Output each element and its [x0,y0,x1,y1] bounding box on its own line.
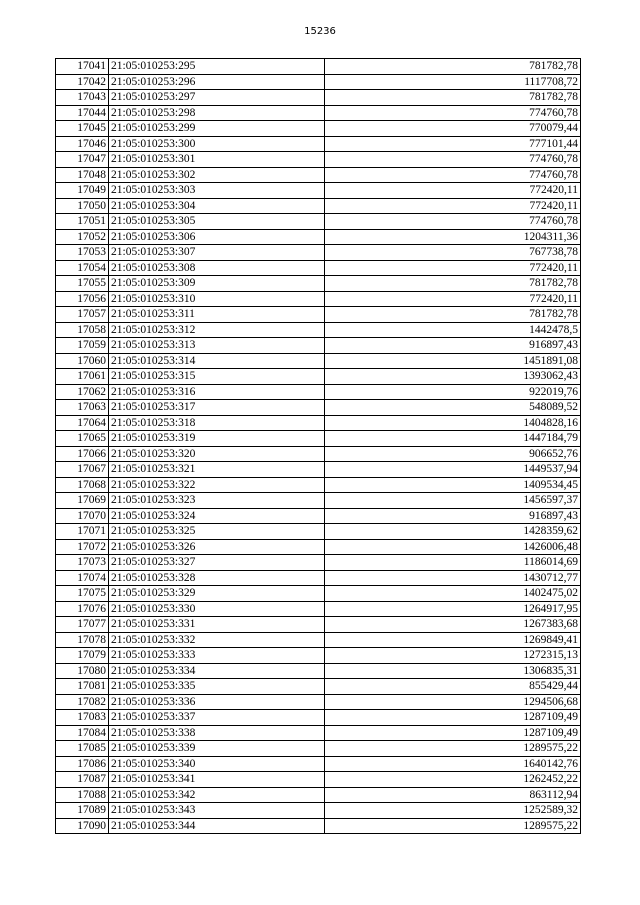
cadastral-value-cell: 1456597,37 [325,493,581,509]
table-row [56,369,581,385]
cadastral-value-cell: 1402475,02 [325,586,581,602]
cadastral-number-cell: 21:05:010253:316 [109,384,325,400]
row-number-cell: 17045 [56,121,109,137]
cadastral-number-cell: 21:05:010253:335 [109,679,325,695]
row-number-cell: 17042 [56,74,109,90]
table-row [56,245,581,261]
row-number-cell: 17046 [56,136,109,152]
cadastral-value-cell: 770079,44 [325,121,581,137]
table-row [56,787,581,803]
cadastral-number-cell: 21:05:010253:297 [109,90,325,106]
row-number-cell: 17082 [56,694,109,710]
row-number-cell: 17073 [56,555,109,571]
table-row [56,291,581,307]
cadastral-value-cell: 1287109,49 [325,710,581,726]
table-row [56,539,581,555]
cadastral-value-cell: 1264917,95 [325,601,581,617]
table-row [56,152,581,168]
cadastral-number-cell: 21:05:010253:320 [109,446,325,462]
cadastral-value-cell: 1289575,22 [325,818,581,834]
row-number-cell: 17066 [56,446,109,462]
table-row [56,570,581,586]
table-row [56,338,581,354]
table-row [56,446,581,462]
table-row [56,400,581,416]
table-row [56,136,581,152]
cadastral-value-cell: 774760,78 [325,214,581,230]
table-row [56,431,581,447]
cadastral-number-cell: 21:05:010253:327 [109,555,325,571]
row-number-cell: 17058 [56,322,109,338]
cadastral-value-cell: 781782,78 [325,90,581,106]
table-row [56,601,581,617]
cadastral-number-cell: 21:05:010253:299 [109,121,325,137]
cadastral-value-cell: 916897,43 [325,338,581,354]
cadastral-value-cell: 1272315,13 [325,648,581,664]
cadastral-value-cell: 1294506,68 [325,694,581,710]
table-row [56,121,581,137]
row-number-cell: 17075 [56,586,109,602]
cadastral-value-cell: 1252589,32 [325,803,581,819]
table-row [56,710,581,726]
row-number-cell: 17053 [56,245,109,261]
table-row [56,183,581,199]
cadastral-value-cell: 772420,11 [325,198,581,214]
cadastral-value-cell: 1267383,68 [325,617,581,633]
cadastral-number-cell: 21:05:010253:312 [109,322,325,338]
cadastral-value-cell: 1393062,43 [325,369,581,385]
row-number-cell: 17059 [56,338,109,354]
cadastral-value-cell: 781782,78 [325,276,581,292]
row-number-cell: 17085 [56,741,109,757]
cadastral-number-cell: 21:05:010253:319 [109,431,325,447]
cadastral-value-cell: 1640142,76 [325,756,581,772]
cadastral-number-cell: 21:05:010253:322 [109,477,325,493]
cadastral-number-cell: 21:05:010253:310 [109,291,325,307]
table-row [56,477,581,493]
cadastral-number-cell: 21:05:010253:311 [109,307,325,323]
table-row [56,307,581,323]
table-row [56,663,581,679]
row-number-cell: 17062 [56,384,109,400]
page-number: 15236 [304,26,336,37]
table-row [56,741,581,757]
cadastral-number-cell: 21:05:010253:305 [109,214,325,230]
row-number-cell: 17072 [56,539,109,555]
table-row [56,818,581,834]
cadastral-value-cell: 781782,78 [325,307,581,323]
cadastral-number-cell: 21:05:010253:324 [109,508,325,524]
row-number-cell: 17055 [56,276,109,292]
table-row [56,679,581,695]
cadastral-value-cell: 1404828,16 [325,415,581,431]
cadastral-number-cell: 21:05:010253:331 [109,617,325,633]
cadastral-value-cell: 1306835,31 [325,663,581,679]
table-row [56,524,581,540]
row-number-cell: 17056 [56,291,109,307]
cadastral-value-cell: 772420,11 [325,260,581,276]
table-row [56,198,581,214]
cadastral-value-cell: 548089,52 [325,400,581,416]
table-row [56,648,581,664]
row-number-cell: 17050 [56,198,109,214]
cadastral-value-cell: 774760,78 [325,152,581,168]
cadastral-number-cell: 21:05:010253:340 [109,756,325,772]
cadastral-number-cell: 21:05:010253:328 [109,570,325,586]
cadastral-number-cell: 21:05:010253:308 [109,260,325,276]
row-number-cell: 17052 [56,229,109,245]
table-row [56,276,581,292]
cadastral-number-cell: 21:05:010253:315 [109,369,325,385]
cadastral-number-cell: 21:05:010253:300 [109,136,325,152]
row-number-cell: 17043 [56,90,109,106]
cadastral-value-cell: 1289575,22 [325,741,581,757]
cadastral-number-cell: 21:05:010253:301 [109,152,325,168]
row-number-cell: 17079 [56,648,109,664]
row-number-cell: 17044 [56,105,109,121]
cadastral-value-cell: 1430712,77 [325,570,581,586]
cadastral-number-cell: 21:05:010253:309 [109,276,325,292]
cadastral-value-cell: 1262452,22 [325,772,581,788]
row-number-cell: 17084 [56,725,109,741]
cadastral-number-cell: 21:05:010253:318 [109,415,325,431]
table-row [56,59,581,75]
table-row [56,90,581,106]
cadastral-value-cell: 781782,78 [325,59,581,75]
row-number-cell: 17064 [56,415,109,431]
table-row [56,322,581,338]
cadastral-number-cell: 21:05:010253:303 [109,183,325,199]
cadastral-value-cell: 1204311,36 [325,229,581,245]
row-number-cell: 17069 [56,493,109,509]
cadastral-number-cell: 21:05:010253:298 [109,105,325,121]
row-number-cell: 17086 [56,756,109,772]
cadastral-number-cell: 21:05:010253:323 [109,493,325,509]
table-row [56,632,581,648]
table-row [56,756,581,772]
table-row [56,508,581,524]
cadastral-value-cell: 772420,11 [325,183,581,199]
row-number-cell: 17068 [56,477,109,493]
row-number-cell: 17090 [56,818,109,834]
row-number-cell: 17071 [56,524,109,540]
cadastral-value-cell: 1442478,5 [325,322,581,338]
cadastral-number-cell: 21:05:010253:338 [109,725,325,741]
row-number-cell: 17067 [56,462,109,478]
cadastral-number-cell: 21:05:010253:321 [109,462,325,478]
row-number-cell: 17087 [56,772,109,788]
row-number-cell: 17049 [56,183,109,199]
cadastral-number-cell: 21:05:010253:332 [109,632,325,648]
cadastral-value-cell: 774760,78 [325,105,581,121]
cadastral-value-cell: 767738,78 [325,245,581,261]
cadastral-value-cell: 916897,43 [325,508,581,524]
table-row [56,353,581,369]
cadastral-number-cell: 21:05:010253:337 [109,710,325,726]
row-number-cell: 17080 [56,663,109,679]
row-number-cell: 17089 [56,803,109,819]
cadastral-value-cell: 1428359,62 [325,524,581,540]
row-number-cell: 17074 [56,570,109,586]
cadastral-number-cell: 21:05:010253:295 [109,59,325,75]
cadastral-number-cell: 21:05:010253:339 [109,741,325,757]
cadastral-number-cell: 21:05:010253:304 [109,198,325,214]
cadastral-number-cell: 21:05:010253:307 [109,245,325,261]
cadastral-number-cell: 21:05:010253:342 [109,787,325,803]
cadastral-value-cell: 922019,76 [325,384,581,400]
cadastral-value-cell: 777101,44 [325,136,581,152]
cadastral-value-cell: 1269849,41 [325,632,581,648]
cadastral-value-cell: 1287109,49 [325,725,581,741]
row-number-cell: 17057 [56,307,109,323]
row-number-cell: 17063 [56,400,109,416]
row-number-cell: 17054 [56,260,109,276]
cadastral-value-table [55,58,581,834]
cadastral-number-cell: 21:05:010253:302 [109,167,325,183]
row-number-cell: 17060 [56,353,109,369]
cadastral-number-cell: 21:05:010253:317 [109,400,325,416]
cadastral-number-cell: 21:05:010253:314 [109,353,325,369]
row-number-cell: 17083 [56,710,109,726]
cadastral-value-cell: 1409534,45 [325,477,581,493]
cadastral-number-cell: 21:05:010253:334 [109,663,325,679]
cadastral-number-cell: 21:05:010253:313 [109,338,325,354]
table-body [56,59,581,834]
cadastral-value-cell: 772420,11 [325,291,581,307]
cadastral-number-cell: 21:05:010253:336 [109,694,325,710]
cadastral-number-cell: 21:05:010253:306 [109,229,325,245]
cadastral-number-cell: 21:05:010253:326 [109,539,325,555]
cadastral-number-cell: 21:05:010253:344 [109,818,325,834]
table-row [56,105,581,121]
cadastral-number-cell: 21:05:010253:329 [109,586,325,602]
cadastral-number-cell: 21:05:010253:341 [109,772,325,788]
row-number-cell: 17076 [56,601,109,617]
table-row [56,384,581,400]
cadastral-number-cell: 21:05:010253:325 [109,524,325,540]
table-row [56,617,581,633]
cadastral-number-cell: 21:05:010253:330 [109,601,325,617]
cadastral-number-cell: 21:05:010253:343 [109,803,325,819]
row-number-cell: 17041 [56,59,109,75]
table-row [56,415,581,431]
table-row [56,229,581,245]
cadastral-value-cell: 863112,94 [325,787,581,803]
table-row [56,74,581,90]
table-row [56,214,581,230]
row-number-cell: 17081 [56,679,109,695]
table-row [56,694,581,710]
row-number-cell: 17048 [56,167,109,183]
row-number-cell: 17065 [56,431,109,447]
cadastral-value-cell: 906652,76 [325,446,581,462]
table-row [56,493,581,509]
table-row [56,803,581,819]
row-number-cell: 17078 [56,632,109,648]
cadastral-value-cell: 1449537,94 [325,462,581,478]
row-number-cell: 17047 [56,152,109,168]
table-row [56,462,581,478]
table-row [56,555,581,571]
table-row [56,725,581,741]
table-row [56,167,581,183]
cadastral-value-cell: 1447184,79 [325,431,581,447]
cadastral-value-cell: 1426006,48 [325,539,581,555]
cadastral-value-cell: 774760,78 [325,167,581,183]
table-row [56,586,581,602]
cadastral-value-cell: 1117708,72 [325,74,581,90]
row-number-cell: 17051 [56,214,109,230]
cadastral-number-cell: 21:05:010253:296 [109,74,325,90]
cadastral-value-cell: 855429,44 [325,679,581,695]
cadastral-number-cell: 21:05:010253:333 [109,648,325,664]
row-number-cell: 17061 [56,369,109,385]
row-number-cell: 17070 [56,508,109,524]
cadastral-value-cell: 1186014,69 [325,555,581,571]
table-row [56,260,581,276]
table-row [56,772,581,788]
cadastral-value-cell: 1451891,08 [325,353,581,369]
row-number-cell: 17077 [56,617,109,633]
row-number-cell: 17088 [56,787,109,803]
